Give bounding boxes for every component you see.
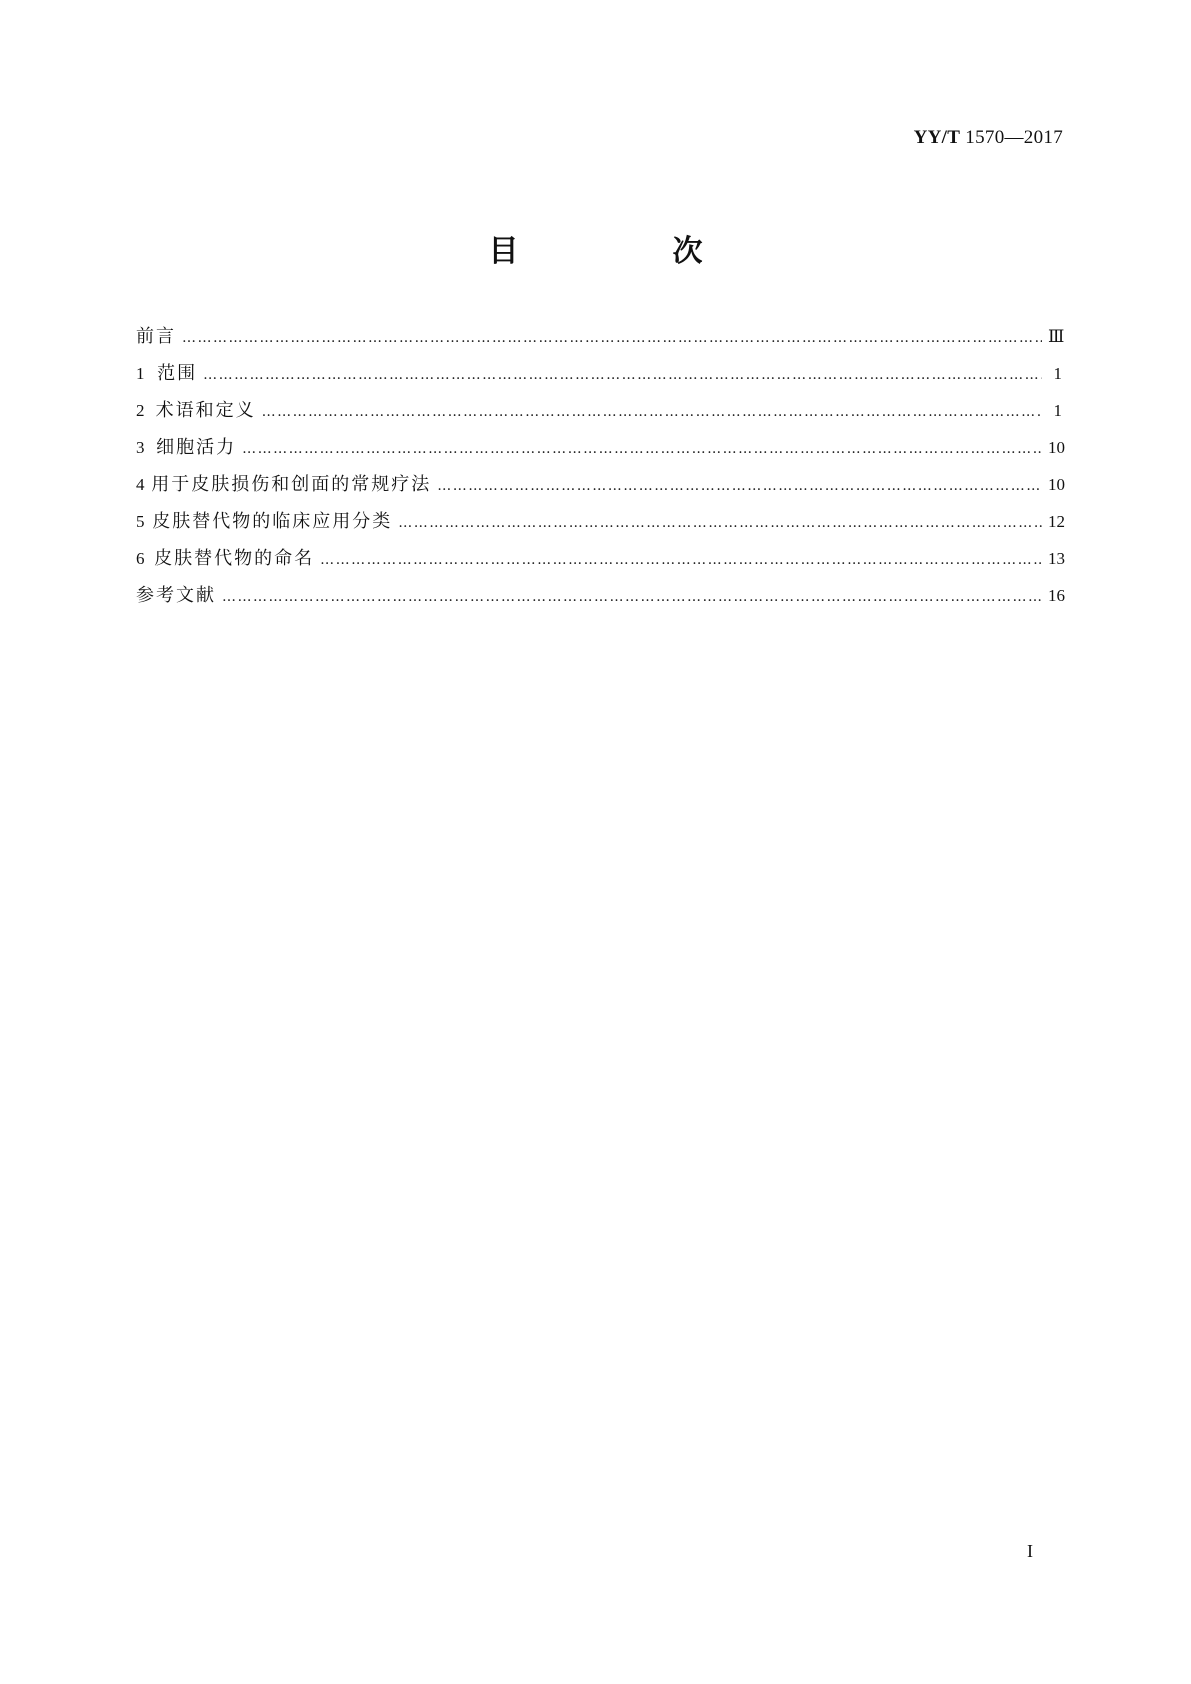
toc-entry-number: 6 xyxy=(136,549,145,568)
toc-title: 目 次 xyxy=(488,234,765,269)
document-code-number: 1570—2017 xyxy=(965,127,1063,148)
toc-entry-number: 4 xyxy=(136,475,145,494)
toc-entry-number: 5 xyxy=(136,512,145,531)
toc-entry-page: 10 xyxy=(1048,475,1065,494)
document-code-prefix: YY/T xyxy=(913,127,961,148)
toc-entry-5[interactable] xyxy=(136,507,1065,544)
toc-entry-1[interactable] xyxy=(136,359,1062,396)
toc-entry-page: Ⅲ xyxy=(1048,327,1065,346)
toc-entry-label: 前言 xyxy=(136,326,176,347)
toc-dot-leader xyxy=(437,478,1042,494)
toc-dot-leader xyxy=(262,404,1042,420)
toc-entry-label: 皮肤替代物的命名 xyxy=(154,548,315,569)
toc-dot-leader xyxy=(182,330,1042,346)
toc-entry-page: 1 xyxy=(1053,364,1062,383)
document-code xyxy=(914,127,1063,149)
toc-entry-references[interactable] xyxy=(136,581,1065,618)
table-of-contents xyxy=(136,322,1065,618)
toc-dot-leader xyxy=(203,367,1042,383)
toc-dot-leader xyxy=(222,589,1042,605)
toc-entry-4[interactable] xyxy=(136,470,1065,507)
toc-entry-page: 16 xyxy=(1048,586,1065,605)
toc-entry-page: 1 xyxy=(1053,401,1062,420)
toc-entry-label: 范围 xyxy=(157,363,198,384)
toc-entry-number: 1 xyxy=(136,364,145,383)
toc-dot-leader xyxy=(320,552,1042,568)
page-number: I xyxy=(1027,1541,1033,1561)
toc-entry-label: 参考文献 xyxy=(136,585,216,606)
toc-dot-leader xyxy=(398,515,1042,531)
toc-entry-label: 术语和定义 xyxy=(155,400,256,421)
toc-entry-number: 2 xyxy=(136,401,145,420)
toc-entry-label: 细胞活力 xyxy=(156,437,237,458)
toc-entry-2[interactable] xyxy=(136,396,1062,433)
toc-entry-page: 10 xyxy=(1048,438,1065,457)
toc-entry-3[interactable] xyxy=(136,433,1065,470)
toc-entry-number: 3 xyxy=(136,438,145,457)
toc-entry-6[interactable] xyxy=(136,544,1065,581)
toc-entry-page: 13 xyxy=(1048,549,1065,568)
toc-entry-page: 12 xyxy=(1048,512,1065,531)
toc-entry-preface[interactable] xyxy=(136,322,1065,359)
toc-dot-leader xyxy=(242,441,1042,457)
toc-entry-label: 皮肤替代物的临床应用分类 xyxy=(152,511,393,532)
toc-entry-label: 用于皮肤损伤和创面的常规疗法 xyxy=(151,474,432,495)
